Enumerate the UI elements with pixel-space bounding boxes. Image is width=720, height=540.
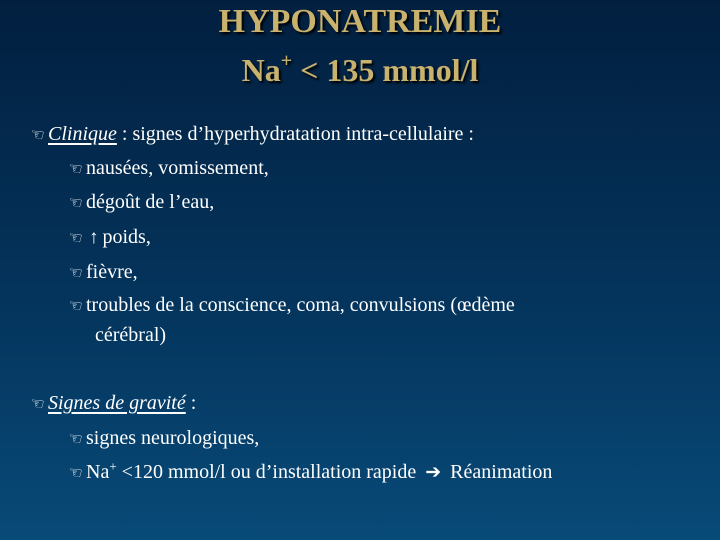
arrow-up-icon: ↑ [89, 227, 99, 248]
list-item-text: troubles de la conscience, coma, convulsions (œdème [86, 294, 515, 316]
pointing-hand-icon: ☞ [66, 263, 84, 284]
slide-subtitle [0, 50, 720, 90]
list-item-continuation: cérébral) [95, 324, 167, 346]
gravite-text: : [185, 392, 197, 414]
list-item-text: <120 mmol/l ou d’installation rapide [116, 461, 422, 483]
pointing-hand-icon: ☞ [66, 296, 84, 317]
gravite-label: Signes de gravité [48, 392, 186, 414]
clinique-text: : signes d’hyperhydratation intra-cellulaire : [116, 123, 474, 145]
reanimation-text: Réanimation [445, 461, 553, 483]
list-item-text: dégoût de l’eau, [86, 191, 215, 213]
arrow-right-icon: ➔ [425, 462, 442, 483]
clinique-heading [30, 122, 474, 148]
clinique-label: Clinique [48, 123, 117, 145]
list-item [68, 190, 214, 216]
pointing-hand-icon: ☞ [66, 228, 84, 249]
subtitle-na: Na [241, 52, 281, 88]
pointing-hand-icon: ☞ [66, 429, 84, 450]
subtitle-plus: + [280, 50, 293, 73]
pointing-hand-icon: ☞ [66, 463, 84, 484]
slide-title: HYPONATREMIE [218, 3, 502, 40]
pointing-hand-icon: ☞ [28, 125, 46, 146]
pointing-hand-icon: ☞ [66, 159, 84, 180]
na-text: Na [86, 461, 110, 483]
gravite-heading [30, 391, 196, 417]
list-item-text: fièvre, [86, 261, 138, 283]
list-item-text: poids, [102, 226, 151, 248]
list-item [68, 426, 259, 452]
list-item [68, 225, 151, 251]
list-item [68, 460, 552, 486]
list-item-text: signes neurologiques, [86, 427, 260, 449]
pointing-hand-icon: ☞ [66, 193, 84, 214]
list-item [68, 260, 138, 286]
subtitle-threshold: < 135 mmol/l [292, 52, 479, 88]
list-item [68, 156, 269, 182]
pointing-hand-icon: ☞ [28, 394, 46, 415]
na-plus: + [109, 458, 117, 474]
list-item-text: nausées, vomissement, [86, 157, 269, 179]
list-item [68, 293, 515, 319]
